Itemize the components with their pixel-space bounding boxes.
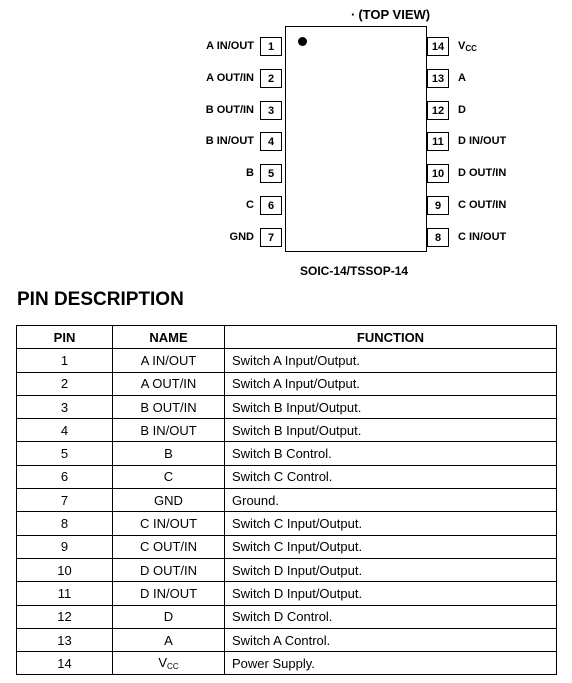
cell-function: Switch A Input/Output. — [225, 349, 557, 372]
cell-name: A IN/OUT — [113, 349, 225, 372]
cell-function: Switch C Control. — [225, 465, 557, 488]
table-row — [17, 349, 557, 372]
table-row — [17, 628, 557, 651]
pin-number-box: 9 — [427, 196, 449, 215]
cell-pin: 1 — [17, 349, 113, 372]
pin-label: B — [246, 167, 254, 179]
cell-function: Switch B Input/Output. — [225, 395, 557, 418]
pin-description-table — [16, 325, 557, 675]
cell-pin: 4 — [17, 419, 113, 442]
table-row — [17, 395, 557, 418]
table-row — [17, 372, 557, 395]
cell-name: C — [113, 465, 225, 488]
pin-label: B IN/OUT — [205, 135, 254, 147]
table-row — [17, 512, 557, 535]
cell-name: C OUT/IN — [113, 535, 225, 558]
cell-name: D OUT/IN — [113, 558, 225, 581]
cell-function: Switch B Input/Output. — [225, 419, 557, 442]
cell-name: VCC — [113, 652, 225, 675]
pin-number-box: 13 — [427, 69, 449, 88]
pin-label: C IN/OUT — [458, 231, 507, 243]
table-row — [17, 442, 557, 465]
cell-name-subscript: CC — [167, 662, 179, 672]
cell-function: Ground. — [225, 489, 557, 512]
table-header-row — [17, 326, 557, 349]
pin-label-subscript: CC — [465, 44, 477, 53]
cell-pin: 2 — [17, 372, 113, 395]
pin-number-box: 12 — [427, 101, 449, 120]
cell-function: Switch A Input/Output. — [225, 372, 557, 395]
cell-name: B OUT/IN — [113, 395, 225, 418]
table-row — [17, 535, 557, 558]
pin-label: D — [458, 104, 466, 116]
pin-number-box: 14 — [427, 37, 449, 56]
cell-pin: 12 — [17, 605, 113, 628]
cell-pin: 7 — [17, 489, 113, 512]
cell-pin: 9 — [17, 535, 113, 558]
pin-number-box: 10 — [427, 164, 449, 183]
table-row — [17, 489, 557, 512]
cell-pin: 8 — [17, 512, 113, 535]
pin-number-box: 7 — [260, 228, 282, 247]
cell-function: Switch C Input/Output. — [225, 535, 557, 558]
top-view-label: · (TOP VIEW) — [351, 7, 431, 22]
table-row — [17, 558, 557, 581]
cell-function: Switch D Input/Output. — [225, 558, 557, 581]
section-title: PIN DESCRIPTION — [17, 289, 184, 310]
cell-function: Switch D Control. — [225, 605, 557, 628]
cell-name: B IN/OUT — [113, 419, 225, 442]
pin-number-box: 2 — [260, 69, 282, 88]
pin-label: B OUT/IN — [205, 104, 254, 116]
cell-name: D IN/OUT — [113, 582, 225, 605]
table-row — [17, 419, 557, 442]
package-name: SOIC-14/TSSOP-14 — [300, 264, 409, 278]
cell-name: C IN/OUT — [113, 512, 225, 535]
cell-pin: 14 — [17, 652, 113, 675]
chip-body — [285, 26, 427, 252]
pin-label: C — [246, 199, 254, 211]
cell-function: Switch B Control. — [225, 442, 557, 465]
pin-label: VCC — [458, 40, 477, 53]
cell-pin: 13 — [17, 628, 113, 651]
pin-label: D IN/OUT — [458, 135, 507, 147]
table-body — [17, 349, 557, 675]
package-pinout-diagram — [0, 0, 572, 285]
top-view-text: (TOP VIEW) — [358, 7, 431, 22]
cell-pin: 6 — [17, 465, 113, 488]
cell-function: Switch C Input/Output. — [225, 512, 557, 535]
header-pin: PIN — [17, 326, 113, 349]
cell-name: GND — [113, 489, 225, 512]
table-row — [17, 465, 557, 488]
cell-pin: 3 — [17, 395, 113, 418]
pin1-marker-icon — [298, 37, 307, 46]
header-name: NAME — [113, 326, 225, 349]
header-function: FUNCTION — [225, 326, 557, 349]
pin-label: GND — [229, 231, 254, 243]
cell-function: Power Supply. — [225, 652, 557, 675]
cell-pin: 10 — [17, 558, 113, 581]
pin-label: A — [458, 72, 466, 84]
cell-function: Switch A Control. — [225, 628, 557, 651]
pin-number-box: 6 — [260, 196, 282, 215]
cell-function: Switch D Input/Output. — [225, 582, 557, 605]
cell-name: B — [113, 442, 225, 465]
cell-pin: 11 — [17, 582, 113, 605]
cell-name: D — [113, 605, 225, 628]
pin-label: A IN/OUT — [206, 40, 254, 52]
cell-pin: 5 — [17, 442, 113, 465]
pin-label: D OUT/IN — [458, 167, 507, 179]
pin-number-box: 11 — [427, 132, 449, 151]
pin-number-box: 4 — [260, 132, 282, 151]
pin-label: A OUT/IN — [206, 72, 254, 84]
pin-number-box: 1 — [260, 37, 282, 56]
pin-number-box: 3 — [260, 101, 282, 120]
table-row — [17, 605, 557, 628]
table-row — [17, 582, 557, 605]
pin-number-box: 8 — [427, 228, 449, 247]
pin-label: C OUT/IN — [458, 199, 507, 211]
table-row — [17, 652, 557, 675]
cell-name: A — [113, 628, 225, 651]
cell-name: A OUT/IN — [113, 372, 225, 395]
pin-number-box: 5 — [260, 164, 282, 183]
